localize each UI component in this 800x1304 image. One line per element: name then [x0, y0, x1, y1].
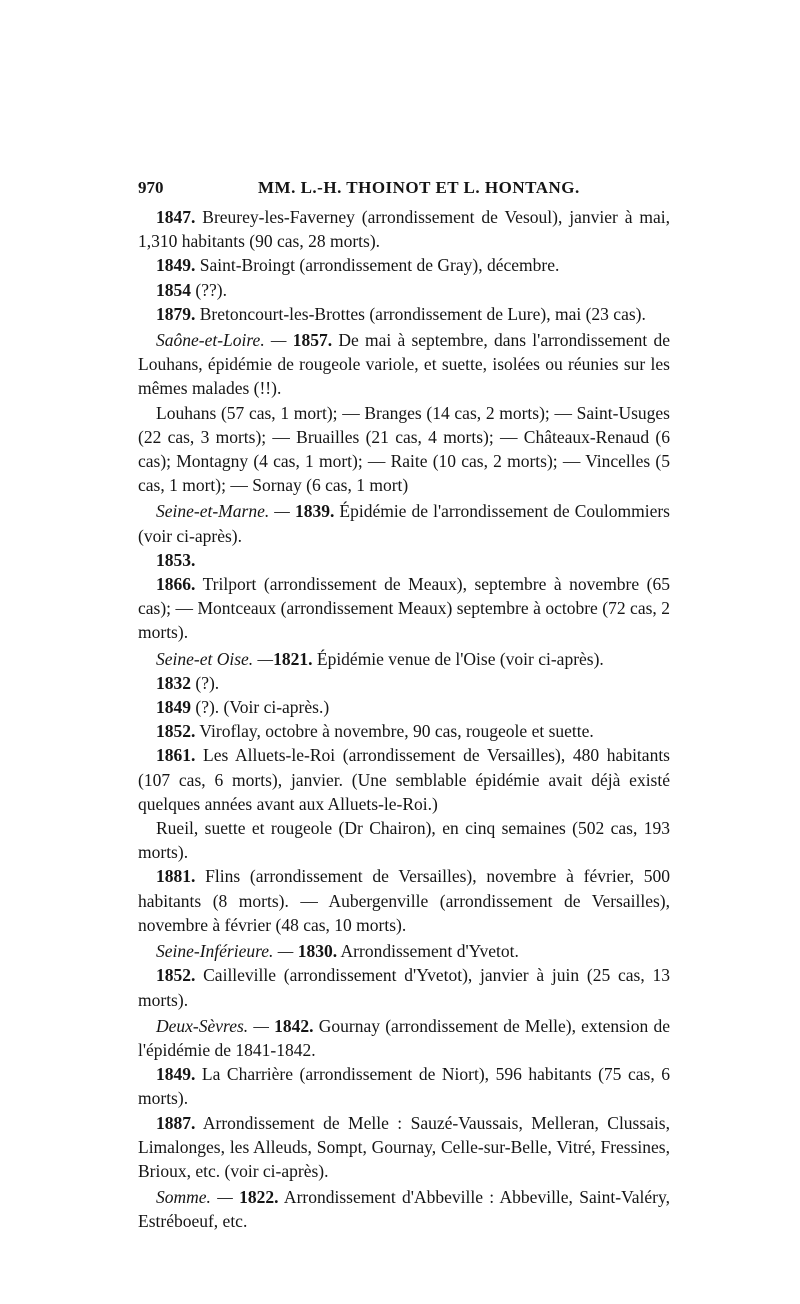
text-body: [138, 205, 670, 1234]
entry-text: Flins (arrondissement de Versailles), novembre à février, 500 habitants (8 morts). — Aubergenville (arrondissement de Versailles), novembre à février (48 cas, 10 morts).: [138, 866, 670, 935]
chronicle-entry: [138, 401, 670, 498]
department-name: Somme. —: [156, 1187, 240, 1208]
chronicle-entry: [138, 963, 670, 1011]
entry-text: Trilport (arrondissement de Meaux), septembre à novembre (65 cas); — Montceaux (arrondissement Meaux) septembre à octobre (72 cas, 2 morts).: [138, 574, 670, 643]
entry-text: (?). (Voir ci-après.): [191, 697, 330, 718]
running-title: MM. L.-H. THOINOT ET L. HONTANG.: [258, 178, 580, 197]
entry-text: Saint-Broingt (arrondissement de Gray), décembre.: [195, 255, 560, 276]
entry-year: 1852.: [156, 721, 196, 742]
entry-year: 1847.: [156, 207, 196, 227]
department-name: Seine-et-Marne. —: [156, 501, 295, 522]
department-entry: [138, 1185, 670, 1233]
entry-year: 1881.: [156, 866, 196, 887]
entry-year: 1853.: [156, 549, 196, 570]
chronicle-entry: [138, 671, 670, 695]
chronicle-entry: [138, 205, 670, 253]
entry-text: Louhans (57 cas, 1 mort); — Branges (14 cas, 2 morts); — Saint-Usuges (22 cas, 3 morts); — Bruailles (21 cas, 4 morts); — Châteaux-Renaud (6 cas); Montagny (4 cas, 1 mort); — Raite (10 cas, 2 morts); — Vincelles (5 cas, 1 mort); — Sornay (6 cas, 1 mort): [138, 402, 670, 496]
entry-text: Arrondissement de Melle : Sauzé-Vaussais, Melleran, Clussais, Limalonges, les Alleuds, Sompt, Gournay, Celle-sur-Belle, Vitré, Fressines, Brioux, etc. (voir ci-après).: [138, 1112, 670, 1181]
entry-text: Breurey-les-Faverney (arrondissement de Vesoul), janvier à mai, 1,310 habitants (90 cas, 28 morts).: [138, 207, 670, 252]
department-entry: [138, 1014, 670, 1062]
department-name: Deux-Sèvres. —: [156, 1015, 275, 1036]
entry-year: 1839.: [294, 501, 335, 522]
entry-year: 1866.: [156, 574, 196, 595]
entry-year: 1849: [156, 697, 191, 718]
entry-year: 1821.: [273, 648, 313, 669]
entry-text: Rueil, suette et rougeole (Dr Chairon), en cinq semaines (502 cas, 193 morts).: [138, 818, 670, 863]
entry-year: 1822.: [239, 1187, 279, 1208]
entry-year: 1849.: [156, 1064, 196, 1085]
department-entry: [138, 939, 670, 963]
chronicle-entry: [138, 302, 670, 326]
entry-text: (?).: [191, 672, 220, 693]
chronicle-entry: [138, 695, 670, 719]
chronicle-entry: [138, 1062, 670, 1110]
entry-year: 1887.: [156, 1112, 196, 1133]
chronicle-entry: [138, 548, 670, 572]
chronicle-entry: [138, 253, 670, 277]
chronicle-entry: [138, 1111, 670, 1184]
entry-text: Épidémie venue de l'Oise (voir ci-après).: [312, 648, 604, 669]
chronicle-entry: [138, 816, 670, 864]
chronicle-entry: [138, 572, 670, 645]
entry-text: Cailleville (arrondissement d'Yvetot), janvier à juin (25 cas, 13 morts).: [138, 965, 670, 1010]
entry-year: 1857.: [292, 330, 333, 351]
entry-year: 1849.: [156, 255, 196, 276]
entry-year: 1832: [156, 672, 191, 693]
department-name: Seine-Inférieure. —: [156, 941, 298, 962]
page-header: [138, 178, 678, 198]
department-entry: [138, 328, 670, 401]
chronicle-entry: [138, 278, 670, 302]
department-name: Saône-et-Loire. —: [156, 330, 293, 351]
entry-year: 1842.: [274, 1015, 314, 1036]
entry-text: Bretoncourt-les-Brottes (arrondissement de Lure), mai (23 cas).: [195, 303, 646, 324]
chronicle-entry: [138, 864, 670, 937]
entry-year: 1861.: [156, 745, 196, 766]
entry-text: Arrondissement d'Abbeville : Abbeville, Saint-Valéry, Estréboeuf, etc.: [138, 1187, 670, 1232]
entry-year: 1879.: [156, 303, 196, 324]
chronicle-entry: [138, 743, 670, 816]
entry-text: Gournay (arrondissement de Melle), extension de l'épidémie de 1841-1842.: [138, 1015, 670, 1060]
entry-text: Viroflay, octobre à novembre, 90 cas, rougeole et suette.: [195, 721, 594, 742]
entry-year: 1854: [156, 279, 191, 300]
entry-text: Arrondissement d'Yvetot.: [337, 941, 519, 962]
page-number: 970: [138, 178, 164, 197]
entry-text: La Charrière (arrondissement de Niort), 596 habitants (75 cas, 6 morts).: [138, 1064, 670, 1109]
entry-year: 1830.: [297, 941, 338, 962]
department-entry: [138, 499, 670, 547]
department-name: Seine-et Oise. —: [156, 648, 274, 669]
entry-year: 1852.: [156, 965, 196, 986]
entry-text: Les Alluets-le-Roi (arrondissement de Versailles), 480 habitants (107 cas, 6 morts), janvier. (Une semblable épidémie avait déjà existé quelques années avant aux Alluets-le-Roi.): [138, 745, 670, 814]
department-entry: [138, 647, 670, 671]
entry-text: Épidémie de l'arrondissement de Coulommiers (voir ci-après).: [138, 501, 670, 546]
chronicle-entry: [138, 719, 670, 743]
entry-text: (??).: [191, 279, 227, 300]
entry-text: De mai à septembre, dans l'arrondissement de Louhans, épidémie de rougeole variole, et suette, isolées ou réunies sur les mêmes malades (!!).: [138, 330, 670, 399]
